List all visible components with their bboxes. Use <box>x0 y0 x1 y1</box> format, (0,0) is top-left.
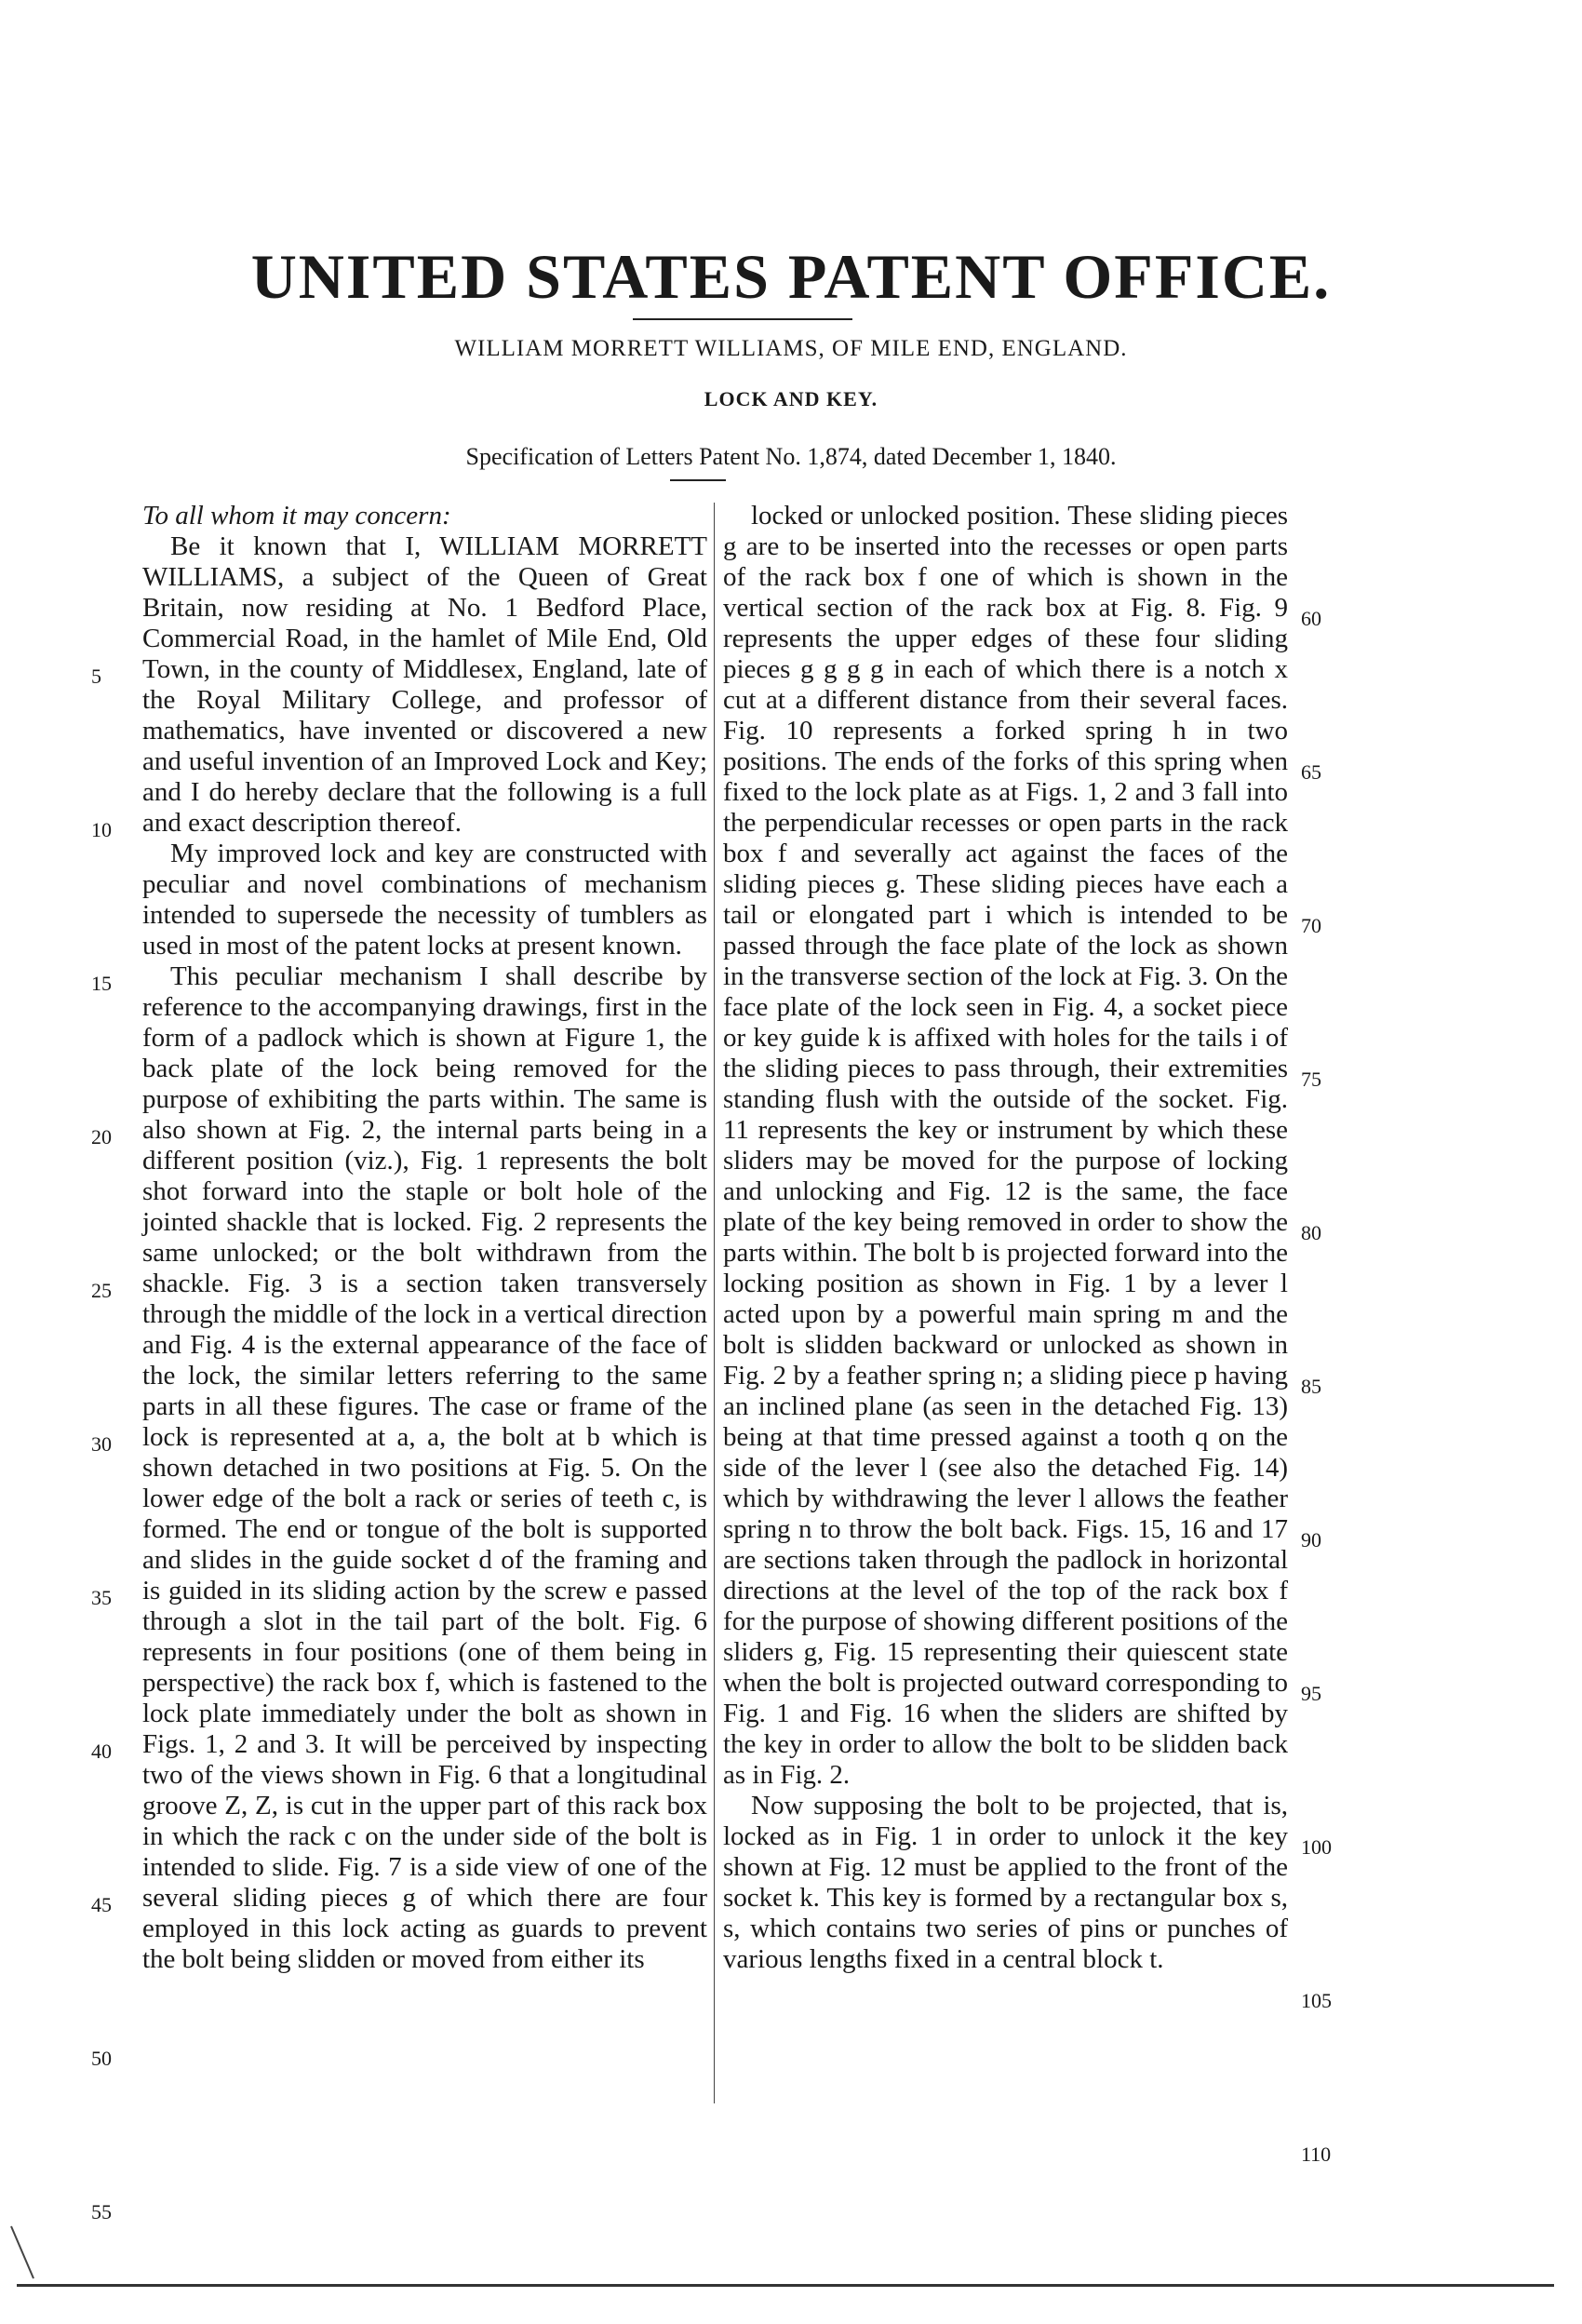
line-number: 85 <box>1301 1375 1321 1398</box>
paragraph: locked or unlocked position. These sliding pieces g are to be inserted into the recesses or open parts of the rack box f one of which is shown in the vertical section of the rack box at Fig. 8. Fig. 9 represents the upper edges of these four sliding pieces g g g g in each of which there is a notch x cut at a different distance from their several faces. Fig. 10 represents a forked spring h in two positions. The ends of the forks of this spring when fixed to the lock plate as at Figs. 1, 2 and 3 fall into the perpendicular recesses or open parts in the rack box f and severally act against the faces of the sliding pieces g. These sliding pieces have each a tail or elongated part i which is intended to be passed through the face plate of the lock as shown in the transverse section of the lock at Fig. 3. On the face plate of the lock seen in Fig. 4, a socket piece or key guide k is affixed with holes for the tails i of the sliding pieces to pass through, their extremities standing flush with the outside of the socket. Fig. 11 represents the key or instrument by which these sliders may be moved for the purpose of locking and unlocking and Fig. 12 is the same, the face plate of the key being removed in order to show the parts within. The bolt b is projected forward into the locking position as shown in Fig. 1 by a lever l acted upon by a powerful main spring m and the bolt is slidden backward or unlocked as shown in Fig. 2 by a feather spring n; a sliding piece p having an inclined plane (as seen in the detached Fig. 13) being at that time pressed against a tooth q on the side of the lever l (see also the detached Fig. 14) which by withdrawing the lever l allows the feather spring n to throw the bolt back. Figs. 15, 16 and 17 are sections taken through the padlock in horizontal directions at the level of the top of the rack box f for the purpose of showing different positions of the sliders g, Fig. 15 representing their quiescent state when the bolt is projected outward corresponding to Fig. 1 and Fig. 16 when the sliders are shifted by the key in order to allow the bolt to be slidden back as in Fig. 2. <box>723 501 1288 1790</box>
line-number: 70 <box>1301 914 1321 937</box>
paragraph: Now supposing the bolt to be projected, that is, locked as in Fig. 1 in order to unlock it the key shown at Fig. 12 must be applied to the front of the socket k. This key is formed by a rectangular box s, s, which contains two series of pins or punches of various lengths fixed in a central block t. <box>723 1791 1288 1974</box>
line-number: 30 <box>91 1432 112 1456</box>
patent-subject: LOCK AND KEY. <box>704 387 878 410</box>
paragraph: My improved lock and key are constructed with peculiar and novel combinations of mechanism intended to supersede the necessity of tumblers as used in most of the patent locks at present known. <box>142 839 707 960</box>
line-number: 45 <box>91 1893 112 1916</box>
line-number: 25 <box>91 1279 112 1302</box>
line-number: 90 <box>1301 1528 1321 1552</box>
specification-line: Specification of Letters Patent No. 1,874, dated December 1, 1840. <box>465 443 1117 470</box>
title-rule <box>633 318 852 320</box>
line-number: 15 <box>91 972 112 995</box>
line-number: 40 <box>91 1740 112 1763</box>
line-number: 60 <box>1301 607 1321 630</box>
left-column <box>142 501 707 1975</box>
inventor-line: WILLIAM MORRETT WILLIAMS, OF MILE END, ENGLAND. <box>454 336 1128 361</box>
line-number: 35 <box>91 1586 112 1609</box>
line-number: 20 <box>91 1125 112 1149</box>
line-number: 50 <box>91 2047 112 2070</box>
column-divider <box>714 503 715 2103</box>
paragraph: Be it known that I, WILLIAM MORRETT WILLIAMS, a subject of the Queen of Great Britain, now residing at No. 1 Bedford Place, Commercial Road, in the hamlet of Mile End, Old Town, in the county of Middlesex, England, late of the Royal Military College, and professor of mathematics, have invented or discovered a new and useful invention of an Improved Lock and Key; and I do hereby declare that the following is a full and exact description thereof. <box>142 531 707 838</box>
office-title: UNITED STATES PATENT OFFICE. <box>250 241 1332 312</box>
line-number: 5 <box>91 665 101 688</box>
scan-mark-icon <box>9 2224 37 2280</box>
line-number: 105 <box>1301 1989 1332 2012</box>
line-number: 55 <box>91 2200 112 2223</box>
salutation: To all whom it may concern: <box>142 501 451 531</box>
right-column <box>723 501 1288 1975</box>
bottom-rule <box>17 2284 1554 2287</box>
paragraph: This peculiar mechanism I shall describe by reference to the accompanying drawings, first in the form of a padlock which is shown at Figure 1, the back plate of the lock being removed for the purpose of exhibiting the parts within. The same is also shown at Fig. 2, the internal parts being in a different position (viz.), Fig. 1 represents the bolt shot forward into the staple or bolt hole of the jointed shackle that is locked. Fig. 2 represents the same unlocked; or the bolt withdrawn from the shackle. Fig. 3 is a section taken transversely through the middle of the lock in a vertical direction and Fig. 4 is the external appearance of the face of the lock, the similar letters referring to the same parts in all these figures. The case or frame of the lock is represented at a, a, the bolt at b which is shown detached in two positions at Fig. 5. On the lower edge of the bolt a rack or series of teeth c, is formed. The end or tongue of the bolt is supported and slides in the guide socket d of the framing and is guided in its sliding action by the screw e passed through a slot in the tail part of the bolt. Fig. 6 represents in four positions (one of them being in perspective) the rack box f, which is fastened to the lock plate immediately under the bolt as shown in Figs. 1, 2 and 3. It will be perceived by inspecting two of the views shown in Fig. 6 that a longitudinal groove Z, Z, is cut in the upper part of this rack box in which the rack c on the under side of the bolt is intended to slide. Fig. 7 is a side view of one of the several sliding pieces g of which there are four employed in this lock acting as guards to prevent the bolt being slidden or moved from either its <box>142 961 707 1974</box>
line-number: 75 <box>1301 1068 1321 1091</box>
spec-rule <box>670 479 726 481</box>
line-number: 100 <box>1301 1835 1332 1859</box>
line-number: 80 <box>1301 1221 1321 1244</box>
line-number: 65 <box>1301 760 1321 784</box>
line-number: 110 <box>1301 2143 1332 2166</box>
line-number: 10 <box>91 818 112 841</box>
line-number: 95 <box>1301 1682 1321 1705</box>
